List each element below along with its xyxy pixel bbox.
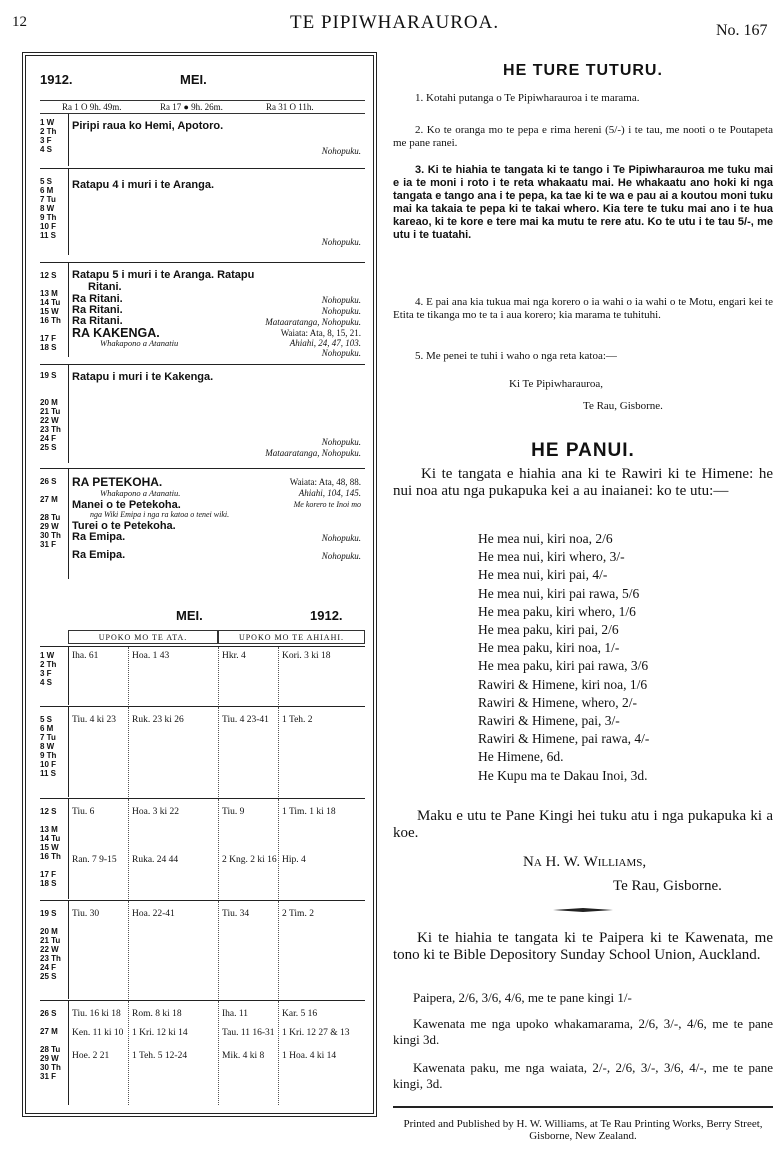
lectionary-cell: 1 Teh. 2: [282, 715, 313, 725]
almanac-panel: [22, 52, 377, 1117]
lectionary-cell: Kori. 3 ki 18: [282, 651, 331, 661]
calendar-entry: Ratapu i muri i te Kakenga.: [72, 371, 214, 383]
lectionary-cell: Kar. 5 16: [282, 1009, 318, 1019]
lectionary-cell: Ran. 7 9-15: [72, 855, 117, 865]
lectionary-cell: Tiu. 4 23-41: [222, 715, 269, 725]
calendar-note: nga Wiki Emipa i nga ra katoa o tenei wiki.: [90, 510, 230, 519]
calendar-entry: RA KAKENGA.: [72, 326, 160, 340]
day-column: 26 S 27 M 28 Tu 29 W 30 Th 31 F: [40, 1009, 61, 1081]
lectionary-cell: Ruka. 24 44: [132, 855, 179, 865]
day-column: 19 S 20 M 21 Tu 22 W 23 Th 24 F 25 S: [40, 371, 61, 452]
price-list: [478, 530, 649, 785]
calendar-note: Whakapono a Atanatiu: [100, 338, 179, 348]
evening-header: UPOKO MO TE AHIAHI.: [218, 630, 365, 644]
moon-phase: Ra 1 O 9h. 49m.: [62, 102, 122, 112]
lectionary-year: 1912.: [310, 608, 343, 623]
panui-outro: Maku e utu te Pane Kingi hei tuku atu i nga pukapuka ki a koe.: [393, 808, 773, 841]
calendar-note: Me korero te Inoi mo: [293, 500, 361, 509]
calendar-note: Nohopuku.: [321, 348, 361, 358]
calendar-entry: Ritani.: [88, 281, 122, 293]
price-item: He mea nui, kiri pai, 4/-: [478, 567, 608, 583]
lectionary-week: [40, 1000, 365, 1105]
lectionary-cell: Hoe. 2 21: [72, 1051, 110, 1061]
calendar-entry: Turei o te Petekoha.: [72, 520, 176, 532]
bible-intro: Ki te hiahia te tangata ki te Paipera ki te Kawenata, me tono ki te Bible Depository Sunday School Union, Auckland.: [393, 930, 773, 963]
issue-number: No. 167: [716, 22, 768, 39]
calendar-entry: Piripi raua ko Hemi, Apotoro.: [72, 120, 224, 132]
morning-header: UPOKO MO TE ATA.: [68, 630, 218, 644]
printer-imprint: Printed and Published by H. W. Williams, at Te Rau Printing Works, Berry Street, Gisborne, New Zealand.: [403, 1118, 763, 1142]
price-item: He mea paku, kiri pai, 2/6: [478, 622, 619, 638]
lectionary-month: MEI.: [176, 608, 203, 623]
page-number: 12: [12, 14, 27, 30]
footer-rule: [393, 1106, 773, 1108]
calendar-entry: Ra Ritani.: [72, 304, 123, 316]
ture-address-line-2: Te Rau, Gisborne.: [583, 400, 663, 412]
ture-title: HE TURE TUTURU.: [503, 62, 663, 79]
lectionary-grid: [40, 630, 365, 1110]
almanac-month: MEI.: [180, 72, 207, 87]
calendar-entry: Ratapu 4 i muri i te Aranga.: [72, 179, 215, 191]
lectionary-cell: 2 Kng. 2 ki 16: [222, 855, 277, 865]
lectionary-week: [40, 706, 365, 797]
price-item: He mea nui, kiri whero, 3/-: [478, 549, 625, 565]
lectionary-week: [40, 798, 365, 899]
lectionary-cell: Hoa. 22-41: [132, 909, 175, 919]
page-header: [0, 8, 782, 38]
calendar-week: [40, 262, 365, 357]
price-item: He mea paku, kiri pai rawa, 3/6: [478, 658, 649, 674]
panui-signature-1: Na H. W. Williams,: [523, 854, 647, 870]
calendar-note: Ahiahi, 24, 47, 103.: [289, 338, 361, 348]
lectionary-cell: Mik. 4 ki 8: [222, 1051, 265, 1061]
calendar-note: Ahiahi, 104, 145.: [298, 488, 361, 498]
lectionary-cell: Tiu. 34: [222, 909, 250, 919]
calendar-week: [40, 168, 365, 255]
price-item: He mea paku, kiri noa, 1/-: [478, 640, 620, 656]
lectionary-cell: Ken. 11 ki 10: [72, 1028, 124, 1038]
moon-phase: Ra 31 O 11h.: [266, 102, 314, 112]
day-column: 26 S 27 M 28 Tu 29 W 30 Th 31 F: [40, 477, 61, 549]
ture-rule-4: 4. E pai ana kia tukua mai nga korero o ia wahi o ia wahi o te Motu, engari kei te Etita te tikanga mo te ta i aua korero; kia marama te tuhituhi.: [393, 296, 773, 321]
lectionary-cell: 1 Kri. 12 27 & 13: [282, 1028, 350, 1038]
calendar-note: Nohopuku.: [321, 306, 361, 316]
lectionary-cell: 1 Kri. 12 ki 14: [132, 1028, 188, 1038]
lectionary-cell: Tau. 11 16-31: [222, 1028, 275, 1038]
lectionary-cell: Hkr. 4: [222, 651, 246, 661]
day-column: 5 S 6 M 7 Tu 8 W 9 Th 10 F 11 S: [40, 715, 57, 778]
price-item: Rawiri & Himene, pai rawa, 4/-: [478, 731, 650, 747]
calendar-entry: RA PETEKOHA.: [72, 475, 163, 489]
moon-phases: [40, 100, 365, 114]
lectionary-cell: 1 Teh. 5 12-24: [132, 1051, 188, 1061]
lectionary-cell: Hoa. 3 ki 22: [132, 807, 179, 817]
lectionary-cell: Tiu. 9: [222, 807, 245, 817]
calendar-grid: [40, 114, 365, 618]
day-column: 12 S 13 M 14 Tu 15 W 16 Th 17 F 18 S: [40, 807, 61, 888]
price-item: He mea nui, kiri noa, 2/6: [478, 531, 613, 546]
calendar-note: Whakapono a Atanatiu.: [100, 488, 181, 498]
lectionary-cell: Tiu. 6: [72, 807, 95, 817]
lectionary-cell: Rom. 8 ki 18: [132, 1009, 182, 1019]
calendar-entry: Ra Emipa.: [72, 531, 126, 543]
ture-rule-1: 1. Kotahi putanga o Te Pipiwharauroa i te marama.: [415, 92, 640, 104]
lectionary-cell: 2 Tim. 2: [282, 909, 314, 919]
bible-line-1: Paipera, 2/6, 3/6, 4/6, me te pane kingi 1/-: [413, 990, 632, 1005]
calendar-note: Nohopuku.: [321, 237, 361, 247]
lectionary-cell: Tiu. 4 ki 23: [72, 715, 116, 725]
day-column: 19 S 20 M 21 Tu 22 W 23 Th 24 F 25 S: [40, 909, 61, 981]
calendar-week: [40, 468, 365, 579]
price-item: He Kupu ma te Dakau Inoi, 3d.: [478, 767, 648, 783]
day-column: 5 S 6 M 7 Tu 8 W 9 Th 10 F 11 S: [40, 177, 57, 240]
lectionary-cell: Ruk. 23 ki 26: [132, 715, 184, 725]
calendar-entry: Ra Ritani.: [72, 293, 123, 305]
ture-rule-5: 5. Me penei te tuhi i waho o nga reta katoa:—: [415, 350, 617, 362]
bible-line-3: Kawenata paku, me nga waiata, 2/-, 2/6, 3/-, 3/6, 4/-, me te pane kingi, 3d.: [393, 1060, 773, 1091]
day-column: 1 W 2 Th 3 F 4 S: [40, 651, 57, 687]
calendar-note: Nohopuku.: [321, 437, 361, 447]
calendar-week: [40, 114, 365, 166]
calendar-entry: Manei o te Petekoha.: [72, 499, 181, 511]
lectionary-week: [40, 646, 365, 705]
calendar-note: Mataaratanga, Nohopuku.: [265, 317, 361, 327]
lectionary-week: [40, 900, 365, 999]
price-item: Rawiri & Himene, kiri noa, 1/6: [478, 676, 648, 692]
moon-phase: Ra 17 ● 9h. 26m.: [160, 102, 223, 112]
calendar-note: Nohopuku.: [321, 551, 361, 561]
price-item: Rawiri & Himene, whero, 2/-: [478, 694, 637, 710]
panui-signature-2: Te Rau, Gisborne.: [613, 878, 722, 894]
calendar-week: [40, 364, 365, 463]
lectionary-cell: Iha. 61: [72, 651, 99, 661]
day-column: 12 S 13 M 14 Tu 15 W 16 Th 17 F 18 S: [40, 271, 61, 352]
calendar-note: Nohopuku.: [321, 146, 361, 156]
calendar-note: Waiata: Ata, 48, 88.: [289, 477, 361, 487]
bible-line-2: Kawenata me nga upoko whakamarama, 2/6, 3/-, 4/6, me te pane kingi 3d.: [393, 1016, 773, 1047]
day-column: 1 W 2 Th 3 F 4 S: [40, 118, 57, 154]
price-item: He mea paku, kiri whero, 1/6: [478, 603, 636, 619]
almanac-year: 1912.: [40, 72, 73, 87]
calendar-note: Waiata: Ata, 8, 15, 21.: [280, 328, 361, 338]
price-item: He mea nui, kiri pai rawa, 5/6: [478, 585, 640, 601]
calendar-note: Mataaratanga, Nohopuku.: [265, 448, 361, 458]
price-item: He Himene, 6d.: [478, 749, 564, 765]
lectionary-cell: Hoa. 1 43: [132, 651, 170, 661]
lectionary-cell: Hip. 4: [282, 855, 306, 865]
ture-rule-2: 2. Ko te oranga mo te pepa e rima hereni (5/-) i te tau, me nooti o te Poutapeta me pane ranei.: [393, 124, 773, 149]
calendar-entry: Ra Emipa.: [72, 549, 126, 561]
panui-intro: Ki te tangata e hiahia ana ki te Rawiri ki te Himene: he nui noa atu nga pukapuka kei a au inaianei: ko te utu:—: [393, 466, 773, 499]
calendar-entry: Ratapu 5 i muri i te Aranga. Ratapu: [72, 269, 255, 281]
calendar-entry: Ra Ritani.: [72, 315, 123, 327]
ture-address-line-1: Ki Te Pipiwharauroa,: [509, 378, 604, 390]
newspaper-title: TE PIPIWHARAUROA.: [290, 12, 500, 33]
calendar-note: Nohopuku.: [321, 295, 361, 305]
lectionary-cell: Tiu. 30: [72, 909, 100, 919]
ture-rule-3: 3. Ki te hiahia te tangata ki te tango i Te Pipiwharauroa me tuku mai e ia te moni i roto i te reta whakaatu mai. He whakaatu ano hoki ki nga tangata e tango ana i te pepa, ka tae ki te wa e pau ai a koutou moni tuku mai ka takaia te pepa ki te takai whero. Kia tere te tuku mai ano i te hua kareao, ki te kore e tere mai ka mutu te rere atu. Ko te utu i te tau 5/-, me utu i te tuatahi.: [393, 164, 773, 241]
calendar-note: Nohopuku.: [321, 533, 361, 543]
lectionary-cell: 1 Hoa. 4 ki 14: [282, 1051, 337, 1061]
divider-ornament: [553, 908, 613, 912]
price-item: Rawiri & Himene, pai, 3/-: [478, 713, 620, 729]
lectionary-cell: Iha. 11: [222, 1009, 249, 1019]
panui-title: HE PANUI.: [531, 440, 635, 461]
lectionary-cell: 1 Tim. 1 ki 18: [282, 807, 336, 817]
lectionary-cell: Tiu. 16 ki 18: [72, 1009, 121, 1019]
